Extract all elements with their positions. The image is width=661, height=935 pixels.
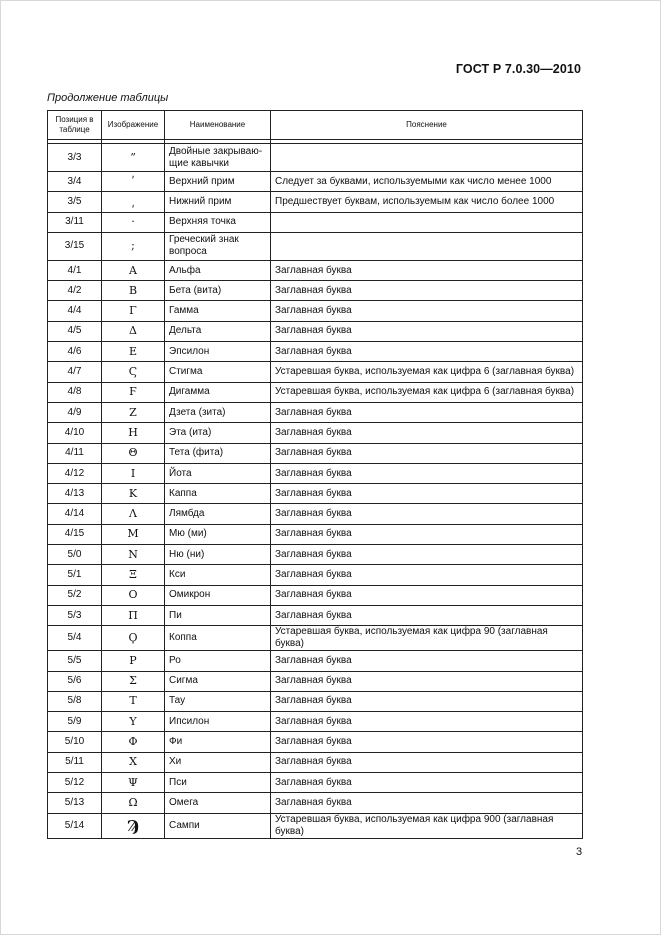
cell-name: Греческий знак вопроса	[165, 232, 271, 260]
table-row	[48, 321, 583, 341]
cell-image: Δ	[102, 321, 165, 341]
cell-name: Эпсилон	[165, 342, 271, 362]
cell-explanation: Заглавная буква	[271, 260, 583, 280]
table-row	[48, 443, 583, 463]
cell-image: Π	[102, 605, 165, 625]
cell-explanation: Заглавная буква	[271, 402, 583, 422]
cell-explanation: Заглавная буква	[271, 504, 583, 524]
cell-name: Мю (ми)	[165, 524, 271, 544]
cell-name: Сигма	[165, 671, 271, 691]
cell-explanation: Заглавная буква	[271, 691, 583, 711]
cell-explanation	[271, 144, 583, 172]
cell-name: Гамма	[165, 301, 271, 321]
cell-image: Ϛ	[102, 362, 165, 382]
table-row	[48, 691, 583, 711]
cell-explanation: Заглавная буква	[271, 524, 583, 544]
cell-position: 4/1	[48, 260, 102, 280]
cell-explanation: Устаревшая буква, используемая как цифра 6 (заглавная буква)	[271, 362, 583, 382]
cell-image: Λ	[102, 504, 165, 524]
cell-name: Пси	[165, 773, 271, 793]
header-image: Изображение	[102, 111, 165, 140]
cell-position: 5/13	[48, 793, 102, 813]
cell-image: Ρ	[102, 651, 165, 671]
cell-image: Η	[102, 423, 165, 443]
cell-position: 4/2	[48, 281, 102, 301]
cell-position: 4/9	[48, 402, 102, 422]
cell-image: Β	[102, 281, 165, 301]
cell-name: Двойные закрываю-щие кавычки	[165, 144, 271, 172]
cell-position: 5/2	[48, 585, 102, 605]
table-row	[48, 192, 583, 212]
cell-image: Χ	[102, 752, 165, 772]
table-row	[48, 362, 583, 382]
table-row	[48, 585, 583, 605]
cell-image: Ο	[102, 585, 165, 605]
cell-name: Альфа	[165, 260, 271, 280]
cell-explanation: Устаревшая буква, используемая как цифра 90 (заглавная буква)	[271, 626, 583, 651]
table-row	[48, 605, 583, 625]
table-row	[48, 732, 583, 752]
cell-image: Σ	[102, 671, 165, 691]
cell-name: Лямбда	[165, 504, 271, 524]
cell-name: Верхняя точка	[165, 212, 271, 232]
cell-position: 5/0	[48, 545, 102, 565]
table-row	[48, 813, 583, 838]
header-position: Позиция в таблице	[48, 111, 102, 140]
cell-name: Ипсилон	[165, 712, 271, 732]
table-row	[48, 565, 583, 585]
cell-explanation: Заглавная буква	[271, 463, 583, 483]
characters-table	[47, 110, 583, 839]
cell-position: 4/11	[48, 443, 102, 463]
cell-image: Ϡ	[102, 813, 165, 838]
cell-position: 5/6	[48, 671, 102, 691]
cell-name: Фи	[165, 732, 271, 752]
cell-name: Каппа	[165, 484, 271, 504]
table-row	[48, 671, 583, 691]
cell-explanation: Заглавная буква	[271, 671, 583, 691]
cell-name: Кси	[165, 565, 271, 585]
table-row	[48, 484, 583, 504]
table-row	[48, 793, 583, 813]
cell-image: Θ	[102, 443, 165, 463]
cell-position: 5/10	[48, 732, 102, 752]
cell-position: 4/14	[48, 504, 102, 524]
page-number: 3	[576, 846, 583, 858]
cell-explanation: Устаревшая буква, используемая как цифра 6 (заглавная буква)	[271, 382, 583, 402]
cell-image: Υ	[102, 712, 165, 732]
table-row	[48, 260, 583, 280]
cell-explanation: Заглавная буква	[271, 752, 583, 772]
cell-explanation: Заглавная буква	[271, 585, 583, 605]
cell-image: ·	[102, 212, 165, 232]
cell-name: Стигма	[165, 362, 271, 382]
table-caption: Продолжение таблицы	[47, 92, 169, 104]
cell-image: ͵	[102, 192, 165, 212]
cell-name: Омикрон	[165, 585, 271, 605]
cell-explanation: Заглавная буква	[271, 342, 583, 362]
table-header-row	[48, 111, 583, 140]
cell-name: Ро	[165, 651, 271, 671]
cell-explanation: Заглавная буква	[271, 793, 583, 813]
cell-image: Ε	[102, 342, 165, 362]
cell-position: 4/4	[48, 301, 102, 321]
cell-image: Κ	[102, 484, 165, 504]
table-row	[48, 423, 583, 443]
cell-name: Хи	[165, 752, 271, 772]
cell-image: Ω	[102, 793, 165, 813]
cell-image: Ϙ	[102, 626, 165, 651]
cell-position: 5/4	[48, 626, 102, 651]
cell-explanation: Заглавная буква	[271, 423, 583, 443]
cell-explanation: Заглавная буква	[271, 712, 583, 732]
table-row	[48, 752, 583, 772]
cell-position: 4/12	[48, 463, 102, 483]
cell-name: Нижний прим	[165, 192, 271, 212]
document-id: ГОСТ Р 7.0.30—2010	[455, 62, 581, 76]
cell-name: Сампи	[165, 813, 271, 838]
cell-name: Верхний прим	[165, 172, 271, 192]
table-row	[48, 232, 583, 260]
cell-position: 3/15	[48, 232, 102, 260]
cell-position: 4/13	[48, 484, 102, 504]
table-body	[48, 140, 583, 839]
table-row	[48, 281, 583, 301]
cell-name: Дигамма	[165, 382, 271, 402]
cell-image: Φ	[102, 732, 165, 752]
cell-image: Ζ	[102, 402, 165, 422]
cell-position: 3/5	[48, 192, 102, 212]
cell-position: 3/3	[48, 144, 102, 172]
table-row	[48, 626, 583, 651]
cell-name: Тау	[165, 691, 271, 711]
cell-image: ”	[102, 144, 165, 172]
cell-explanation: Заглавная буква	[271, 484, 583, 504]
cell-explanation: Заглавная буква	[271, 281, 583, 301]
cell-explanation: Заглавная буква	[271, 605, 583, 625]
table-row	[48, 463, 583, 483]
table-row	[48, 144, 583, 172]
table-row	[48, 382, 583, 402]
cell-image: Μ	[102, 524, 165, 544]
cell-image: ;	[102, 232, 165, 260]
cell-explanation: Заглавная буква	[271, 443, 583, 463]
cell-explanation: Заглавная буква	[271, 545, 583, 565]
table-row	[48, 172, 583, 192]
table-row	[48, 342, 583, 362]
cell-position: 5/3	[48, 605, 102, 625]
cell-position: 5/1	[48, 565, 102, 585]
cell-position: 5/11	[48, 752, 102, 772]
cell-name: Эта (ита)	[165, 423, 271, 443]
cell-explanation: Заглавная буква	[271, 732, 583, 752]
cell-position: 4/7	[48, 362, 102, 382]
cell-image: ʹ	[102, 172, 165, 192]
cell-position: 3/4	[48, 172, 102, 192]
table-row	[48, 712, 583, 732]
cell-name: Дельта	[165, 321, 271, 341]
header-name: Наименование	[165, 111, 271, 140]
cell-image: Ϝ	[102, 382, 165, 402]
cell-explanation: Следует за буквами, используемыми как число менее 1000	[271, 172, 583, 192]
cell-position: 5/12	[48, 773, 102, 793]
cell-name: Йота	[165, 463, 271, 483]
table-row	[48, 212, 583, 232]
cell-position: 5/5	[48, 651, 102, 671]
cell-explanation: Заглавная буква	[271, 565, 583, 585]
table-row	[48, 651, 583, 671]
cell-name: Бета (вита)	[165, 281, 271, 301]
cell-name: Дзета (зита)	[165, 402, 271, 422]
cell-image: Ψ	[102, 773, 165, 793]
header-explanation: Пояснение	[271, 111, 583, 140]
cell-image: Γ	[102, 301, 165, 321]
cell-explanation: Заглавная буква	[271, 773, 583, 793]
cell-name: Омега	[165, 793, 271, 813]
cell-explanation: Устаревшая буква, используемая как цифра 900 (заглавная буква)	[271, 813, 583, 838]
cell-image: Ι	[102, 463, 165, 483]
cell-name: Пи	[165, 605, 271, 625]
table-row	[48, 545, 583, 565]
cell-explanation: Заглавная буква	[271, 651, 583, 671]
table-row	[48, 402, 583, 422]
cell-name: Ню (ни)	[165, 545, 271, 565]
table-row	[48, 524, 583, 544]
cell-position: 4/5	[48, 321, 102, 341]
cell-explanation	[271, 212, 583, 232]
cell-explanation	[271, 232, 583, 260]
cell-name: Коппа	[165, 626, 271, 651]
cell-position: 4/15	[48, 524, 102, 544]
cell-image: Ξ	[102, 565, 165, 585]
table-row	[48, 504, 583, 524]
cell-position: 5/14	[48, 813, 102, 838]
cell-explanation: Заглавная буква	[271, 301, 583, 321]
table-row	[48, 301, 583, 321]
cell-explanation: Заглавная буква	[271, 321, 583, 341]
cell-image: Τ	[102, 691, 165, 711]
cell-position: 4/10	[48, 423, 102, 443]
cell-image: Α	[102, 260, 165, 280]
cell-image: Ν	[102, 545, 165, 565]
cell-position: 5/9	[48, 712, 102, 732]
cell-position: 5/8	[48, 691, 102, 711]
cell-name: Тета (фита)	[165, 443, 271, 463]
cell-explanation: Предшествует буквам, используемым как число более 1000	[271, 192, 583, 212]
cell-position: 4/6	[48, 342, 102, 362]
cell-position: 4/8	[48, 382, 102, 402]
table-row	[48, 773, 583, 793]
cell-position: 3/11	[48, 212, 102, 232]
